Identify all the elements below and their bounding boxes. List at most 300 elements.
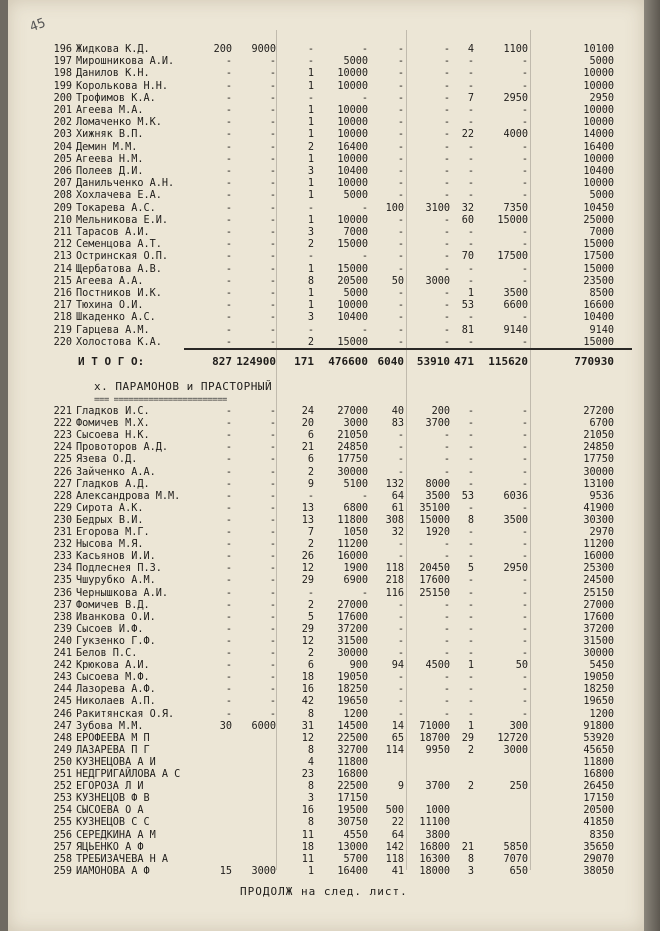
cell-i: 15000 <box>583 239 614 251</box>
cell-i: 6700 <box>589 418 614 430</box>
cell-b: - <box>269 288 276 299</box>
cell-no: 240 <box>53 635 72 647</box>
cell-no: 204 <box>53 141 72 153</box>
cell-b: - <box>269 502 276 514</box>
cell-e: 40 <box>391 406 404 417</box>
cell-e: 65 <box>391 732 404 744</box>
cell-f: 16300 <box>419 853 450 865</box>
cell-g: - <box>467 575 474 587</box>
cell-b: - <box>269 466 276 478</box>
cell-g: - <box>467 478 474 490</box>
cell-b: - <box>269 648 276 659</box>
cell-no: 220 <box>53 336 72 348</box>
cell-c: 3 <box>307 166 314 177</box>
cell-name: ЕГОРОЗА Л И <box>76 781 144 793</box>
page-edge <box>644 0 660 931</box>
document-sheet <box>8 0 644 931</box>
cell-h: - <box>521 611 528 623</box>
cell-f: 17600 <box>419 575 450 587</box>
cell-d: 10000 <box>337 178 368 190</box>
cell-a: - <box>225 587 232 599</box>
cell-d: 24850 <box>337 442 368 454</box>
cell-no: 231 <box>53 527 72 538</box>
cell-f: - <box>443 141 450 153</box>
cell-f: 3700 <box>425 781 450 793</box>
cell-g: - <box>467 442 474 454</box>
cell-h: - <box>521 336 528 348</box>
cell-name: Ракитянская О.Я. <box>76 708 175 720</box>
cell-f: - <box>443 623 450 635</box>
cell-b: - <box>269 56 276 68</box>
cell-e: - <box>397 263 404 275</box>
cell-d: 900 <box>349 660 368 672</box>
cell-i: 21050 <box>583 430 614 442</box>
cell-name: Агеева М.А. <box>76 105 144 116</box>
cell-e: - <box>397 56 404 68</box>
cell-d: 15000 <box>337 239 368 251</box>
cell-a: - <box>225 454 232 466</box>
cell-g: - <box>467 648 474 659</box>
cell-g: - <box>467 551 474 563</box>
cell-a: - <box>225 466 232 478</box>
cell-c: 1 <box>307 68 314 80</box>
cell-c: 12 <box>301 563 314 575</box>
cell-e: 41 <box>391 865 404 877</box>
cell-f: - <box>443 56 450 68</box>
cell-i: 19650 <box>583 696 614 708</box>
cell-h: - <box>521 263 528 275</box>
cell-d: - <box>361 202 368 214</box>
cell-no: 246 <box>53 708 72 720</box>
cell-f: - <box>443 324 450 336</box>
cell-e: - <box>397 454 404 466</box>
cell-f: - <box>443 300 450 312</box>
cell-c: 2 <box>307 141 314 153</box>
cell-i: 20500 <box>583 805 614 817</box>
cell-c: 29 <box>301 623 314 635</box>
cell-c: 3 <box>307 227 314 238</box>
cell-g: 29 <box>461 732 474 744</box>
cell-d: 6900 <box>343 575 368 587</box>
cell-e: - <box>397 696 404 708</box>
cell-g: - <box>467 611 474 623</box>
cell-no: 199 <box>53 80 72 92</box>
cell-f: - <box>443 708 450 720</box>
cell-e: 308 <box>385 514 404 526</box>
totals-b: 124900 <box>236 355 276 368</box>
cell-i: 13100 <box>583 478 614 490</box>
cell-no: 235 <box>53 575 72 587</box>
cell-g: 1 <box>467 720 474 732</box>
cell-f: - <box>443 129 450 141</box>
cell-f: 3100 <box>425 202 450 214</box>
cell-g: 53 <box>461 490 474 502</box>
cell-c: 11 <box>301 853 314 865</box>
cell-c: 6 <box>307 660 314 672</box>
cell-i: 15000 <box>583 336 614 348</box>
cell-c: - <box>307 587 314 599</box>
cell-i: 53920 <box>583 732 614 744</box>
cell-e: 100 <box>385 202 404 214</box>
cell-f: 71000 <box>419 720 450 732</box>
cell-name: КУЗНЕЦОВА А И <box>76 756 156 768</box>
cell-no: 259 <box>53 865 72 877</box>
cell-b: - <box>269 202 276 214</box>
cell-i: 30000 <box>583 648 614 659</box>
cell-i: 24500 <box>583 575 614 587</box>
cell-d: - <box>361 324 368 336</box>
cell-e: - <box>397 648 404 659</box>
cell-no: 234 <box>53 563 72 575</box>
cell-i: 17750 <box>583 454 614 466</box>
cell-a: - <box>225 80 232 92</box>
cell-d: 3000 <box>343 418 368 430</box>
cell-a: - <box>225 672 232 684</box>
cell-c: 23 <box>301 769 314 780</box>
cell-d: 4550 <box>343 829 368 841</box>
cell-g: 60 <box>461 214 474 226</box>
cell-c: 13 <box>301 502 314 514</box>
cell-g: 81 <box>461 324 474 336</box>
cell-h: 50 <box>515 660 528 672</box>
cell-no: 212 <box>53 239 72 251</box>
cell-f: 18000 <box>419 865 450 877</box>
cell-name: Постников И.К. <box>76 288 162 299</box>
cell-name: Жидкова К.Д. <box>76 44 150 55</box>
totals-i: 770930 <box>574 355 614 368</box>
cell-h: - <box>521 684 528 696</box>
cell-g: 70 <box>461 251 474 263</box>
cell-h: - <box>521 312 528 324</box>
cell-b: - <box>269 708 276 720</box>
totals-e: 6040 <box>377 355 404 368</box>
cell-i: 35650 <box>583 841 614 853</box>
cell-name: ИАМОНОВА А Ф <box>76 865 150 877</box>
cell-b: - <box>269 129 276 141</box>
cell-name: ЛАЗАРЕВА П Г <box>76 744 150 756</box>
cell-c: 2 <box>307 466 314 478</box>
cell-name: Зубова М.М. <box>76 720 144 732</box>
cell-name: КУЗНЕЦОВ Ф В <box>76 793 150 805</box>
cell-i: 19050 <box>583 672 614 684</box>
cell-no: 237 <box>53 599 72 611</box>
cell-c: - <box>307 202 314 214</box>
cell-d: 5000 <box>343 288 368 299</box>
cell-name: Егорова М.Г. <box>76 527 150 538</box>
cell-e: - <box>397 466 404 478</box>
cell-b: - <box>269 442 276 454</box>
cell-g: - <box>467 68 474 80</box>
cell-g: 8 <box>467 514 474 526</box>
cell-h: - <box>521 239 528 251</box>
cell-d: 7000 <box>343 227 368 238</box>
cell-no: 203 <box>53 129 72 141</box>
cell-name: Фомичев М.Х. <box>76 418 150 430</box>
cell-h: - <box>521 117 528 129</box>
cell-d: 17600 <box>337 611 368 623</box>
cell-f: 35100 <box>419 502 450 514</box>
cell-f: - <box>443 684 450 696</box>
cell-h: - <box>521 672 528 684</box>
cell-h: 7350 <box>503 202 528 214</box>
cell-h: - <box>521 599 528 611</box>
cell-i: 10000 <box>583 105 614 116</box>
cell-g: - <box>467 336 474 348</box>
cell-f: 18700 <box>419 732 450 744</box>
cell-name: ТРЕБИЗАЧЕВА Н А <box>76 853 169 865</box>
cell-i: 9536 <box>589 490 614 502</box>
cell-d: 10000 <box>337 80 368 92</box>
cell-c: 1 <box>307 300 314 312</box>
cell-c: 42 <box>301 696 314 708</box>
cell-h: 2950 <box>503 92 528 104</box>
cell-e: - <box>397 336 404 348</box>
cell-no: 227 <box>53 478 72 490</box>
cell-i: 16800 <box>583 769 614 780</box>
cell-h: - <box>521 466 528 478</box>
cell-b: - <box>269 684 276 696</box>
cell-h: - <box>521 275 528 287</box>
cell-no: 251 <box>53 769 72 780</box>
cell-b: - <box>269 68 276 80</box>
cell-c: 2 <box>307 239 314 251</box>
cell-a: - <box>225 696 232 708</box>
cell-name: Сысоева Н.К. <box>76 430 150 442</box>
cell-c: 2 <box>307 599 314 611</box>
cell-e: - <box>397 92 404 104</box>
cell-c: 1 <box>307 80 314 92</box>
cell-e: 64 <box>391 490 404 502</box>
cell-d: 22500 <box>337 732 368 744</box>
cell-e: - <box>397 684 404 696</box>
cell-no: 211 <box>53 227 72 238</box>
section-2-title: х. ПАРАМОНОВ и ПРАСТОРНЫЙ <box>94 380 273 393</box>
cell-e: - <box>397 190 404 202</box>
cell-d: 1900 <box>343 563 368 575</box>
cell-no: 221 <box>53 406 72 417</box>
cell-g: - <box>467 672 474 684</box>
cell-b: - <box>269 117 276 129</box>
cell-b: - <box>269 623 276 635</box>
cell-g: - <box>467 454 474 466</box>
cell-e: - <box>397 68 404 80</box>
cell-i: 26450 <box>583 781 614 793</box>
cell-name: Мельникова Е.И. <box>76 214 169 226</box>
cell-f: 15000 <box>419 514 450 526</box>
cell-b: - <box>269 214 276 226</box>
cell-c: 18 <box>301 841 314 853</box>
cell-g: - <box>467 190 474 202</box>
cell-no: 198 <box>53 68 72 80</box>
cell-b: - <box>269 539 276 551</box>
cell-c: 1 <box>307 865 314 877</box>
cell-name: Щербатова А.В. <box>76 263 162 275</box>
cell-d: 10000 <box>337 300 368 312</box>
cell-e: 118 <box>385 563 404 575</box>
cell-g: - <box>467 466 474 478</box>
cell-g: - <box>467 263 474 275</box>
cell-a: - <box>225 324 232 336</box>
cell-g: - <box>467 599 474 611</box>
cell-a: - <box>225 117 232 129</box>
cell-name: Фомичев В.Д. <box>76 599 150 611</box>
cell-a: - <box>225 300 232 312</box>
cell-f: 25150 <box>419 587 450 599</box>
cell-i: 8350 <box>589 829 614 841</box>
cell-d: 21050 <box>337 430 368 442</box>
cell-a: - <box>225 141 232 153</box>
cell-h: 15000 <box>497 214 528 226</box>
cell-e: - <box>397 80 404 92</box>
cell-b: - <box>269 80 276 92</box>
cell-c: 8 <box>307 708 314 720</box>
cell-f: - <box>443 251 450 263</box>
cell-i: 2970 <box>589 527 614 538</box>
cell-no: 225 <box>53 454 72 466</box>
cell-name: Остринская О.П. <box>76 251 169 263</box>
cell-i: 38050 <box>583 865 614 877</box>
cell-e: 94 <box>391 660 404 672</box>
cell-a: - <box>225 684 232 696</box>
cell-h: 300 <box>509 720 528 732</box>
cell-c: 4 <box>307 756 314 768</box>
cell-i: 31500 <box>583 635 614 647</box>
cell-g: - <box>467 239 474 251</box>
cell-g: 1 <box>467 660 474 672</box>
cell-i: 10400 <box>583 166 614 177</box>
cell-i: 10400 <box>583 312 614 324</box>
cell-e: 116 <box>385 587 404 599</box>
cell-c: 11 <box>301 829 314 841</box>
cell-d: - <box>361 92 368 104</box>
cell-name: Зайченко А.А. <box>76 466 156 478</box>
cell-f: - <box>443 466 450 478</box>
cell-d: 16400 <box>337 865 368 877</box>
cell-e: - <box>397 166 404 177</box>
totals-f: 53910 <box>416 355 450 368</box>
cell-name: Семенцова А.Т. <box>76 239 162 251</box>
cell-c: 1 <box>307 288 314 299</box>
cell-c: 3 <box>307 312 314 324</box>
cell-no: 196 <box>53 44 72 55</box>
cell-e: - <box>397 153 404 165</box>
cell-b: - <box>269 587 276 599</box>
cell-no: 254 <box>53 805 72 817</box>
cell-a: - <box>225 635 232 647</box>
cell-name: Ломаченко М.К. <box>76 117 162 129</box>
cell-e: - <box>397 117 404 129</box>
cell-b: - <box>269 105 276 116</box>
cell-no: 218 <box>53 312 72 324</box>
cell-a: - <box>225 418 232 430</box>
cell-h: - <box>521 696 528 708</box>
cell-a: - <box>225 514 232 526</box>
cell-g: - <box>467 527 474 538</box>
cell-c: 1 <box>307 153 314 165</box>
cell-a: - <box>225 430 232 442</box>
cell-a: 30 <box>219 720 232 732</box>
cell-e: - <box>397 551 404 563</box>
cell-name: Гарцева А.М. <box>76 324 150 336</box>
cell-i: 16000 <box>583 551 614 563</box>
cell-d: 30000 <box>337 648 368 659</box>
cell-c: 1 <box>307 214 314 226</box>
cell-i: 11200 <box>583 539 614 551</box>
cell-h: - <box>521 575 528 587</box>
totals-label: И Т О Г О: <box>78 355 145 368</box>
cell-c: 1 <box>307 190 314 202</box>
cell-c: 8 <box>307 744 314 756</box>
cell-no: 255 <box>53 817 72 829</box>
cell-h: 9140 <box>503 324 528 336</box>
cell-name: Холостова К.А. <box>76 336 162 348</box>
cell-e: 22 <box>391 817 404 829</box>
cell-g: 2 <box>467 781 474 793</box>
cell-e: - <box>397 324 404 336</box>
cell-d: 10000 <box>337 105 368 116</box>
cell-c: 1 <box>307 129 314 141</box>
cell-g: - <box>467 166 474 177</box>
cell-d: 6800 <box>343 502 368 514</box>
cell-no: 207 <box>53 178 72 190</box>
cell-a: - <box>225 312 232 324</box>
cell-d: 14500 <box>337 720 368 732</box>
cell-b: - <box>269 336 276 348</box>
cell-f: - <box>443 551 450 563</box>
cell-no: 245 <box>53 696 72 708</box>
cell-no: 222 <box>53 418 72 430</box>
cell-c: - <box>307 324 314 336</box>
cell-f: - <box>443 190 450 202</box>
cell-e: 50 <box>391 275 404 287</box>
cell-e: - <box>397 129 404 141</box>
cell-i: 5000 <box>589 56 614 68</box>
cell-a: - <box>225 575 232 587</box>
cell-e: - <box>397 105 404 116</box>
cell-i: 10000 <box>583 153 614 165</box>
cell-d: 11200 <box>337 539 368 551</box>
cell-d: 11800 <box>337 514 368 526</box>
cell-h: 250 <box>509 781 528 793</box>
cell-no: 214 <box>53 263 72 275</box>
cell-h: - <box>521 68 528 80</box>
cell-no: 243 <box>53 672 72 684</box>
cell-name: Тарасов А.И. <box>76 227 150 238</box>
cell-name: Королькова Н.Н. <box>76 80 169 92</box>
totals-a: 827 <box>212 355 232 368</box>
cell-f: - <box>443 430 450 442</box>
cell-no: 202 <box>53 117 72 129</box>
cell-c: 12 <box>301 732 314 744</box>
cell-c: - <box>307 56 314 68</box>
cell-h: - <box>521 635 528 647</box>
cell-no: 228 <box>53 490 72 502</box>
cell-no: 223 <box>53 430 72 442</box>
cell-g: - <box>467 275 474 287</box>
cell-no: 219 <box>53 324 72 336</box>
cell-g: 5 <box>467 563 474 575</box>
cell-i: 5450 <box>589 660 614 672</box>
cell-c: 1 <box>307 105 314 116</box>
cell-i: 17150 <box>583 793 614 805</box>
cell-a: - <box>225 68 232 80</box>
cell-g: - <box>467 178 474 190</box>
cell-h: - <box>521 478 528 490</box>
cell-f: - <box>443 696 450 708</box>
cell-no: 215 <box>53 275 72 287</box>
cell-name: НЕДГРИГАЙЛОВА А С <box>76 769 181 780</box>
cell-g: - <box>467 696 474 708</box>
